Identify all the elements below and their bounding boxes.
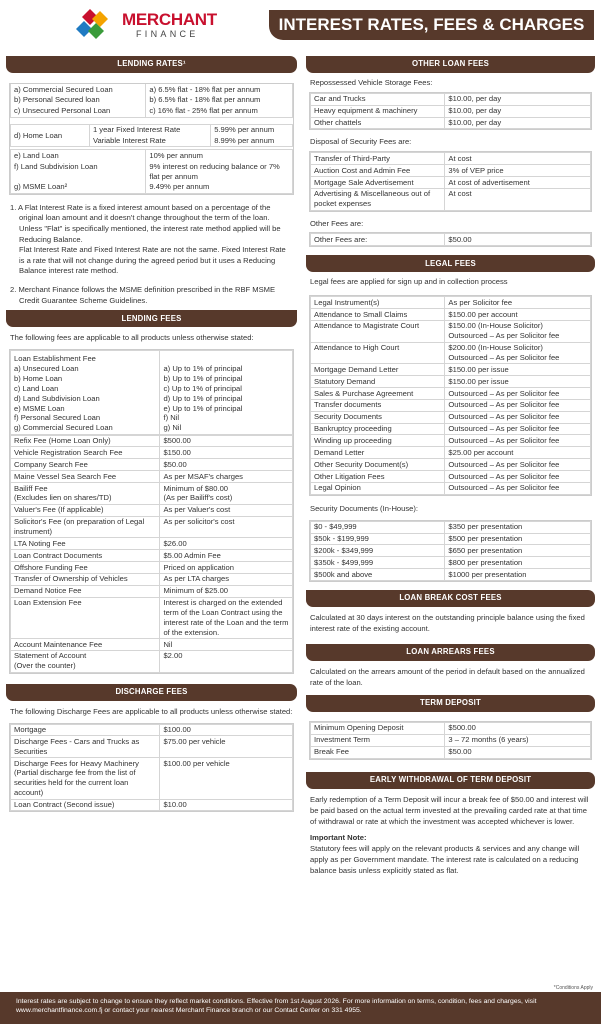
other-loan-fees-heading: OTHER LOAN FEES — [306, 56, 595, 73]
table-row — [311, 482, 591, 494]
row-value: $10.00, per day — [445, 117, 591, 129]
row-label: Other Litigation Fees — [311, 471, 445, 483]
table-row: f) Land Subdivision Loan 9% interest on reducing balance or 7% flat per annum — [11, 161, 293, 182]
row-label: Attendance to Magistrate Court — [311, 320, 445, 342]
list-item: b) Home Loan — [14, 373, 63, 383]
table-row — [311, 105, 591, 117]
row-label: Legal Opinion — [311, 482, 445, 494]
list-item: b) Up to 1% of principal — [163, 373, 243, 383]
row-label: Attendance to Small Claims — [311, 309, 445, 321]
row-value: $5.00 Admin Fee — [160, 550, 293, 562]
table-row — [311, 309, 591, 321]
row-label: Mortgage — [11, 724, 160, 736]
conditions-apply: *Conditions Apply — [553, 985, 593, 991]
row-label: Bailiff Fee (Excludes lien on shares/TD) — [11, 483, 160, 505]
lending-fees-intro: The following fees are applicable to all products unless otherwise stated: — [10, 333, 254, 343]
row-label: Demand Letter — [311, 447, 445, 459]
list-item: c) Land Loan — [14, 383, 59, 393]
row-value: $150.00 per account — [445, 309, 591, 321]
row-value: $10.00, per day — [445, 105, 591, 117]
row-value: $100.00 — [160, 724, 293, 736]
row-value: Interest is charged on the extended term of the Loan Contract using the interest rate of the Loan and the term of the extension. — [160, 597, 293, 638]
row-label: Demand Notice Fee — [11, 585, 160, 597]
row-value: $26.00 — [160, 538, 293, 550]
break-cost-text: Calculated at 30 days interest on the outstanding principle balance using the fixed interest rate of the existing account. — [310, 612, 585, 633]
row-value: $500 per presentation — [445, 533, 591, 545]
table-row — [11, 585, 293, 597]
disposal-table — [309, 151, 592, 211]
table-row — [11, 471, 293, 483]
row-value: Outsourced – As per Solicitor fee — [445, 459, 591, 471]
note-1b: Flat Interest Rate and Fixed Interest Rate are not the same. Fixed Interest Rate is a rate that will not change during the agreed period but it uses a Reducing Balance interest rate method. — [19, 245, 286, 276]
table-row — [311, 165, 591, 177]
logo-mark-icon — [76, 7, 116, 43]
left-column — [6, 56, 297, 814]
table-row — [11, 550, 293, 562]
row-value: Minimum of $80.00 (As per Bailiff's cost) — [160, 483, 293, 505]
row-label: Loan Extension Fee — [11, 597, 160, 638]
table-row — [311, 447, 591, 459]
list-item: a) Unsecured Loan — [14, 364, 79, 374]
row-label: Heavy equipment & machinery — [311, 105, 445, 117]
row-value: Nil — [160, 639, 293, 651]
row-label: $0 - $49,999 — [311, 521, 445, 533]
table-row — [11, 597, 293, 638]
row-label: Car and Trucks — [311, 93, 445, 105]
lending-fees-table — [9, 349, 294, 673]
row-label: Advertising & Miscellaneous out of pocket expenses — [311, 188, 445, 210]
table-row — [11, 650, 293, 672]
row-value: $500.00 — [160, 435, 293, 447]
row-label: Refix Fee (Home Loan Only) — [11, 435, 160, 447]
row-value: $50.00 — [160, 459, 293, 471]
row-label: Security Documents — [311, 411, 445, 423]
other-fees-table — [309, 232, 592, 247]
note-2: 2. Merchant Finance follows the MSME definition prescribed in the RBF MSME Credit Guarantee Scheme Guidelines. — [10, 285, 276, 305]
table-row — [311, 722, 591, 734]
row-value: At cost — [445, 188, 591, 210]
row-value: $150.00 per issue — [445, 364, 591, 376]
row-value: 3% of VEP price — [445, 165, 591, 177]
page-title: INTEREST RATES, FEES & CHARGES — [269, 10, 594, 40]
important-note-heading: Important Note: — [310, 832, 367, 842]
row-value: $50.00 — [445, 234, 591, 246]
row-label: Vehicle Registration Search Fee — [11, 447, 160, 459]
footer: Interest rates are subject to change to ensure they reflect market conditions. Effective from 1st August 2026. For more information on terms, condition, fees and charges, visit www.merchantfinance.com.fj or contact your nearest Merchant Finance branch or our Contact Center on 331 4955. — [0, 992, 601, 1024]
row-value: Minimum of $25.00 — [160, 585, 293, 597]
term-deposit-heading: TERM DEPOSIT — [306, 695, 595, 712]
table-row: Loan Establishment Fee a) Unsecured Loan b) Home Loan c) Land Loan d) Land Subdivision Loan e) MSME Loan f) Personal Secured Loan g) Commercial Secured Loan a) Up to 1% of principal b) Up to 1% of principal c) Up to 1% of principal d) Up to 1% of principal e) Up to 1% of principal f) Nil g) Nil — [11, 351, 293, 434]
list-item: e) Up to 1% of principal — [163, 403, 243, 413]
row-label: Loan Contract Documents — [11, 550, 160, 562]
table-row — [11, 799, 293, 811]
table-row: d) Home Loan 1 year Fixed Interest Rate 5.99% per annum — [11, 124, 293, 135]
table-row — [11, 447, 293, 459]
table-row — [311, 557, 591, 569]
legal-table — [309, 295, 592, 496]
table-row — [311, 471, 591, 483]
row-label: LTA Noting Fee — [11, 538, 160, 550]
row-value: Outsourced – As per Solicitor fee — [445, 388, 591, 400]
list-item: g) Nil — [163, 423, 182, 433]
legal-fees-heading: LEGAL FEES — [306, 255, 595, 272]
table-row — [311, 364, 591, 376]
table-row — [11, 639, 293, 651]
row-label: Investment Term — [311, 734, 445, 746]
row-label: Other Fees are: — [311, 234, 445, 246]
row-label: Statutory Demand — [311, 376, 445, 388]
table-row — [311, 93, 591, 105]
row-label: $50k - $199,999 — [311, 533, 445, 545]
table-row — [11, 435, 293, 447]
logo-sub: FINANCE — [136, 29, 199, 39]
row-value: $2.00 — [160, 650, 293, 672]
repo-label: Repossessed Vehicle Storage Fees: — [310, 78, 433, 87]
row-value: 3 – 72 months (6 years) — [445, 734, 591, 746]
row-label: Mortgage Sale Advertisement — [311, 177, 445, 189]
row-label: Attendance to High Court — [311, 342, 445, 364]
list-item: f) Nil — [163, 413, 180, 423]
row-label: Other Security Document(s) — [311, 459, 445, 471]
row-value: $1000 per presentation — [445, 569, 591, 581]
table-row: c) Unsecured Personal Loan c) 16% flat - 25% flat per annum — [11, 106, 293, 117]
row-value: $650 per presentation — [445, 545, 591, 557]
row-label: Minimum Opening Deposit — [311, 722, 445, 734]
lending-rates-notes — [6, 197, 297, 307]
table-row — [11, 538, 293, 550]
row-label: Statement of Account (Over the counter) — [11, 650, 160, 672]
table-row — [311, 177, 591, 189]
row-label: Other chattels — [311, 117, 445, 129]
row-value: At cost — [445, 153, 591, 165]
row-label: Break Fee — [311, 746, 445, 758]
row-value: Outsourced – As per Solicitor fee — [445, 482, 591, 494]
table-row: b) Personal Secured loan b) 6.5% flat - 18% flat per annum — [11, 95, 293, 106]
row-value: Priced on application — [160, 562, 293, 574]
row-value: $150.00 (In-House Solicitor) Outsourced – As per Solicitor fee — [445, 320, 591, 342]
row-value: As per Valuer's cost — [160, 504, 293, 516]
table-row — [311, 376, 591, 388]
row-value: Outsourced – As per Solicitor fee — [445, 411, 591, 423]
row-value: $75.00 per vehicle — [160, 736, 293, 758]
lending-fees-heading: LENDING FEES — [6, 310, 297, 327]
lending-rates-table — [9, 83, 294, 195]
security-docs-table — [309, 520, 592, 582]
row-label: Company Search Fee — [11, 459, 160, 471]
table-row — [311, 545, 591, 557]
row-label: Discharge Fees for Heavy Machinery (Partial discharge fee from the list of securities held for the current loan account) — [11, 758, 160, 799]
row-value: As per MSAF's charges — [160, 471, 293, 483]
table-row — [311, 153, 591, 165]
other-fees-label: Other Fees are: — [310, 218, 364, 228]
row-value: Outsourced – As per Solicitor fee — [445, 435, 591, 447]
row-label: Bankruptcy proceeding — [311, 423, 445, 435]
discharge-table — [9, 723, 294, 813]
row-label: Loan Contract (Second issue) — [11, 799, 160, 811]
row-label: $350k - $499,999 — [311, 557, 445, 569]
table-row — [311, 533, 591, 545]
row-label: Maine Vessel Sea Search Fee — [11, 471, 160, 483]
discharge-fees-heading: DISCHARGE FEES — [6, 684, 297, 701]
arrears-text: Calculated on the arrears amount of the period in default based on the annualized rate of the loan. — [310, 666, 585, 687]
table-row — [311, 188, 591, 210]
row-value: $50.00 — [445, 746, 591, 758]
row-label: $500k and above — [311, 569, 445, 581]
row-label: $200k - $349,999 — [311, 545, 445, 557]
table-row — [311, 297, 591, 309]
row-label: Sales & Purchase Agreement — [311, 388, 445, 400]
lending-rates-heading: LENDING RATES¹ — [6, 56, 297, 73]
list-item: d) Up to 1% of principal — [163, 393, 243, 403]
early-withdrawal-heading: EARLY WITHDRAWAL OF TERM DEPOSIT — [306, 772, 595, 789]
table-row — [311, 411, 591, 423]
table-row — [11, 758, 293, 799]
legal-intro: Legal fees are applied for sign up and in collection process — [310, 277, 508, 287]
table-row — [11, 724, 293, 736]
note-1: 1. A Flat Interest Rate is a fixed interest amount based on a percentage of the original loan amount and it doesn't change throughout the term of the loan. Unless "Flat" is specifically mentioned, the interest rate method applied will be Reducing Balance. — [10, 202, 281, 244]
list-item: g) Commercial Secured Loan — [14, 423, 113, 433]
row-label: Mortgage Demand Letter — [311, 364, 445, 376]
table-row — [11, 736, 293, 758]
list-item: d) Land Subdivision Loan — [14, 393, 100, 403]
table-row — [311, 320, 591, 342]
list-item: f) Personal Secured Loan — [14, 413, 101, 423]
row-value: Outsourced – As per Solicitor fee — [445, 471, 591, 483]
row-label: Valuer's Fee (If applicable) — [11, 504, 160, 516]
list-item: e) MSME Loan — [14, 403, 65, 413]
row-value: Outsourced – As per Solicitor fee — [445, 399, 591, 411]
table-row — [311, 234, 591, 246]
right-column — [306, 56, 595, 878]
table-row — [311, 746, 591, 758]
row-label: Auction Cost and Admin Fee — [311, 165, 445, 177]
list-item: c) Up to 1% of principal — [163, 383, 242, 393]
table-row — [11, 483, 293, 505]
table-row — [11, 562, 293, 574]
security-docs-label: Security Documents (In-House): — [310, 503, 419, 513]
row-label: Offshore Funding Fee — [11, 562, 160, 574]
table-row — [11, 516, 293, 538]
table-row — [311, 459, 591, 471]
list-item: a) Up to 1% of principal — [163, 364, 243, 374]
table-row — [311, 342, 591, 364]
table-row: a) Commercial Secured Loan a) 6.5% flat - 18% flat per annum — [11, 84, 293, 95]
row-value: As per LTA charges — [160, 573, 293, 585]
table-row — [311, 423, 591, 435]
row-label: Solicitor's Fee (on preparation of Legal instrument) — [11, 516, 160, 538]
row-value: $150.00 per issue — [445, 376, 591, 388]
repo-table — [309, 92, 592, 131]
term-deposit-table — [309, 721, 592, 760]
row-value: $10.00, per day — [445, 93, 591, 105]
discharge-intro: The following Discharge Fees are applicable to all products unless otherwise stated: — [10, 706, 293, 716]
table-row: e) Land Loan 10% per annum — [11, 150, 293, 161]
row-value: $25.00 per account — [445, 447, 591, 459]
table-row — [311, 734, 591, 746]
row-label: Discharge Fees - Cars and Trucks as Securities — [11, 736, 160, 758]
row-value: $10.00 — [160, 799, 293, 811]
table-row — [11, 573, 293, 585]
row-value: At cost of advertisement — [445, 177, 591, 189]
row-label: Transfer of Ownership of Vehicles — [11, 573, 160, 585]
important-note-text: Statutory fees will apply on the relevant products & services and any change will apply as per Government mandate. The interest rate is calculated on a reducing balance basis unless explicitly stated as flat. — [310, 844, 580, 876]
table-row — [11, 459, 293, 471]
row-label: Transfer of Third-Party — [311, 153, 445, 165]
row-label: Transfer documents — [311, 399, 445, 411]
row-label: Account Maintenance Fee — [11, 639, 160, 651]
table-row — [311, 399, 591, 411]
row-value: $200.00 (In-House Solicitor) Outsourced – As per Solicitor fee — [445, 342, 591, 364]
disposal-label: Disposal of Security Fees are: — [310, 137, 412, 147]
table-row — [11, 504, 293, 516]
loan-break-cost-heading: LOAN BREAK COST FEES — [306, 590, 595, 607]
row-label: Winding up proceeding — [311, 435, 445, 447]
table-row: Variable Interest Rate 8.99% per annum — [11, 135, 293, 146]
header — [0, 0, 601, 50]
table-row — [311, 521, 591, 533]
merchant-finance-logo — [76, 7, 226, 43]
row-value: As per Solicitor fee — [445, 297, 591, 309]
logo-name: MERCHANT — [122, 10, 217, 29]
table-row — [311, 569, 591, 581]
early-withdrawal-text: Early redemption of a Term Deposit will incur a break fee of $50.00 and interest will be paid based on the actual term invested at the prevailing carded rate at that time of withdrawal or rate at which the investment was accepted whichever is lower. — [310, 794, 589, 826]
row-value: $350 per presentation — [445, 521, 591, 533]
row-value: $150.00 — [160, 447, 293, 459]
row-value: $500.00 — [445, 722, 591, 734]
table-row — [311, 388, 591, 400]
row-value: Outsourced – As per Solicitor fee — [445, 423, 591, 435]
table-row: g) MSME Loan² 9.49% per annum — [11, 182, 293, 193]
row-label: Legal Instrument(s) — [311, 297, 445, 309]
row-value: As per solicitor's cost — [160, 516, 293, 538]
row-value: $100.00 per vehicle — [160, 758, 293, 799]
table-row — [311, 435, 591, 447]
loan-arrears-heading: LOAN ARREARS FEES — [306, 644, 595, 661]
table-row — [311, 117, 591, 129]
row-value: $800 per presentation — [445, 557, 591, 569]
